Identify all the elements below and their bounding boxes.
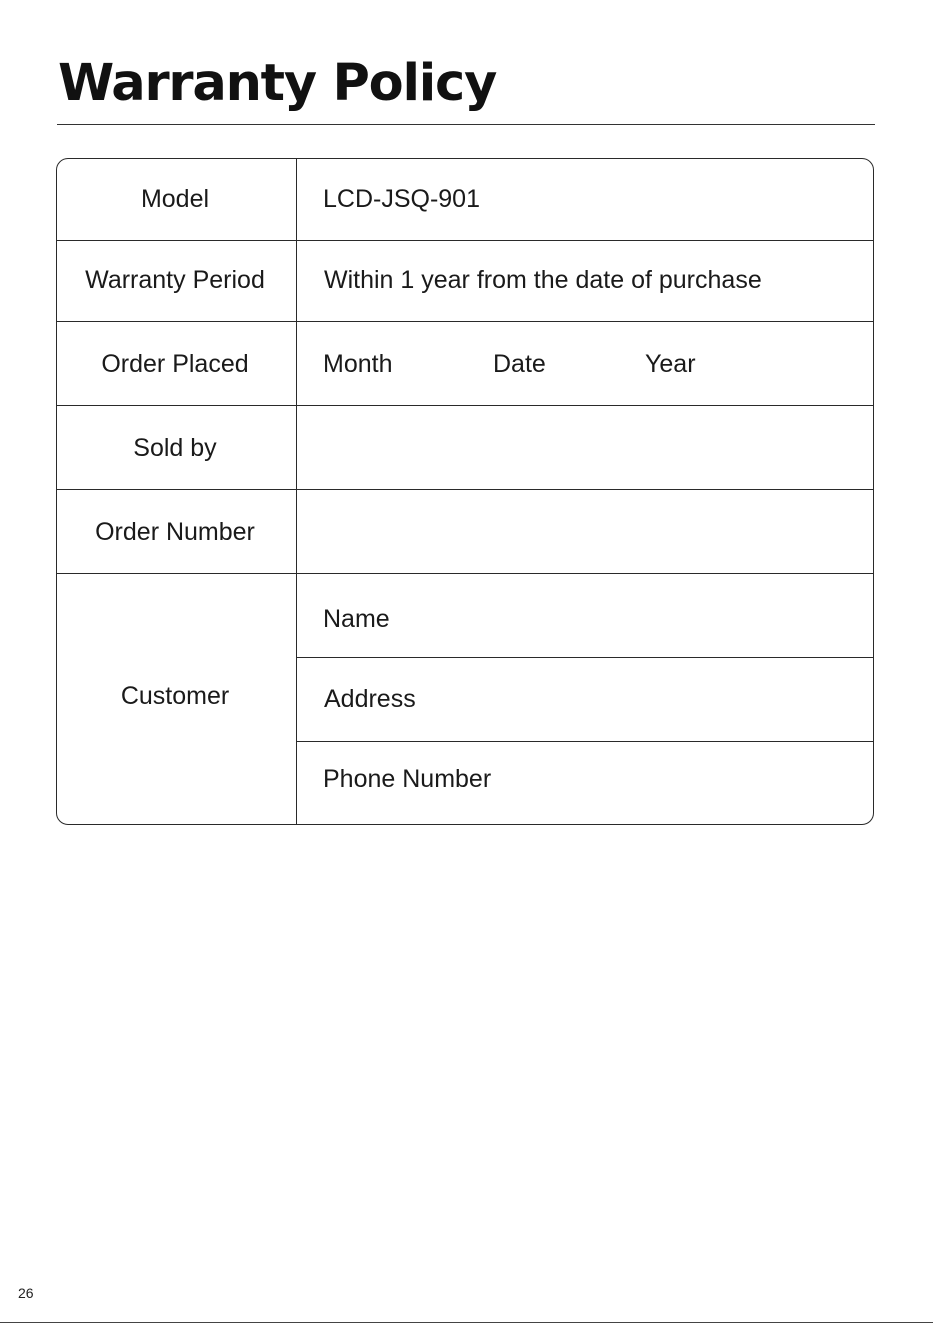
row-divider (57, 573, 874, 574)
warranty-period-label: Warranty Period (85, 266, 265, 294)
customer-label: Customer (120, 682, 230, 710)
warranty-period-value: Within 1 year from the date of purchase (324, 266, 762, 294)
order-number-label: Order Number (95, 518, 255, 546)
model-value: LCD-JSQ-901 (323, 185, 480, 213)
row-divider (57, 321, 874, 322)
order-year-label: Year (645, 350, 696, 378)
bottom-edge-rule (0, 1322, 933, 1323)
warranty-table (56, 158, 874, 825)
customer-subrow-divider (297, 741, 874, 742)
label-column-divider (57, 159, 297, 824)
customer-phone-label: Phone Number (323, 765, 492, 793)
customer-subrow-divider (297, 657, 874, 658)
page-title: Warranty Policy (58, 54, 497, 113)
row-divider (57, 489, 874, 490)
page-number: 26 (18, 1285, 34, 1301)
customer-name-label: Name (323, 605, 390, 633)
row-divider (57, 405, 874, 406)
order-placed-label: Order Placed (101, 350, 249, 378)
title-divider (57, 124, 875, 125)
row-divider (57, 240, 874, 241)
sold-by-label: Sold by (133, 434, 217, 462)
model-label: Model (140, 185, 210, 213)
customer-address-label: Address (324, 685, 416, 713)
order-month-label: Month (323, 350, 393, 378)
order-date-label: Date (493, 350, 546, 378)
